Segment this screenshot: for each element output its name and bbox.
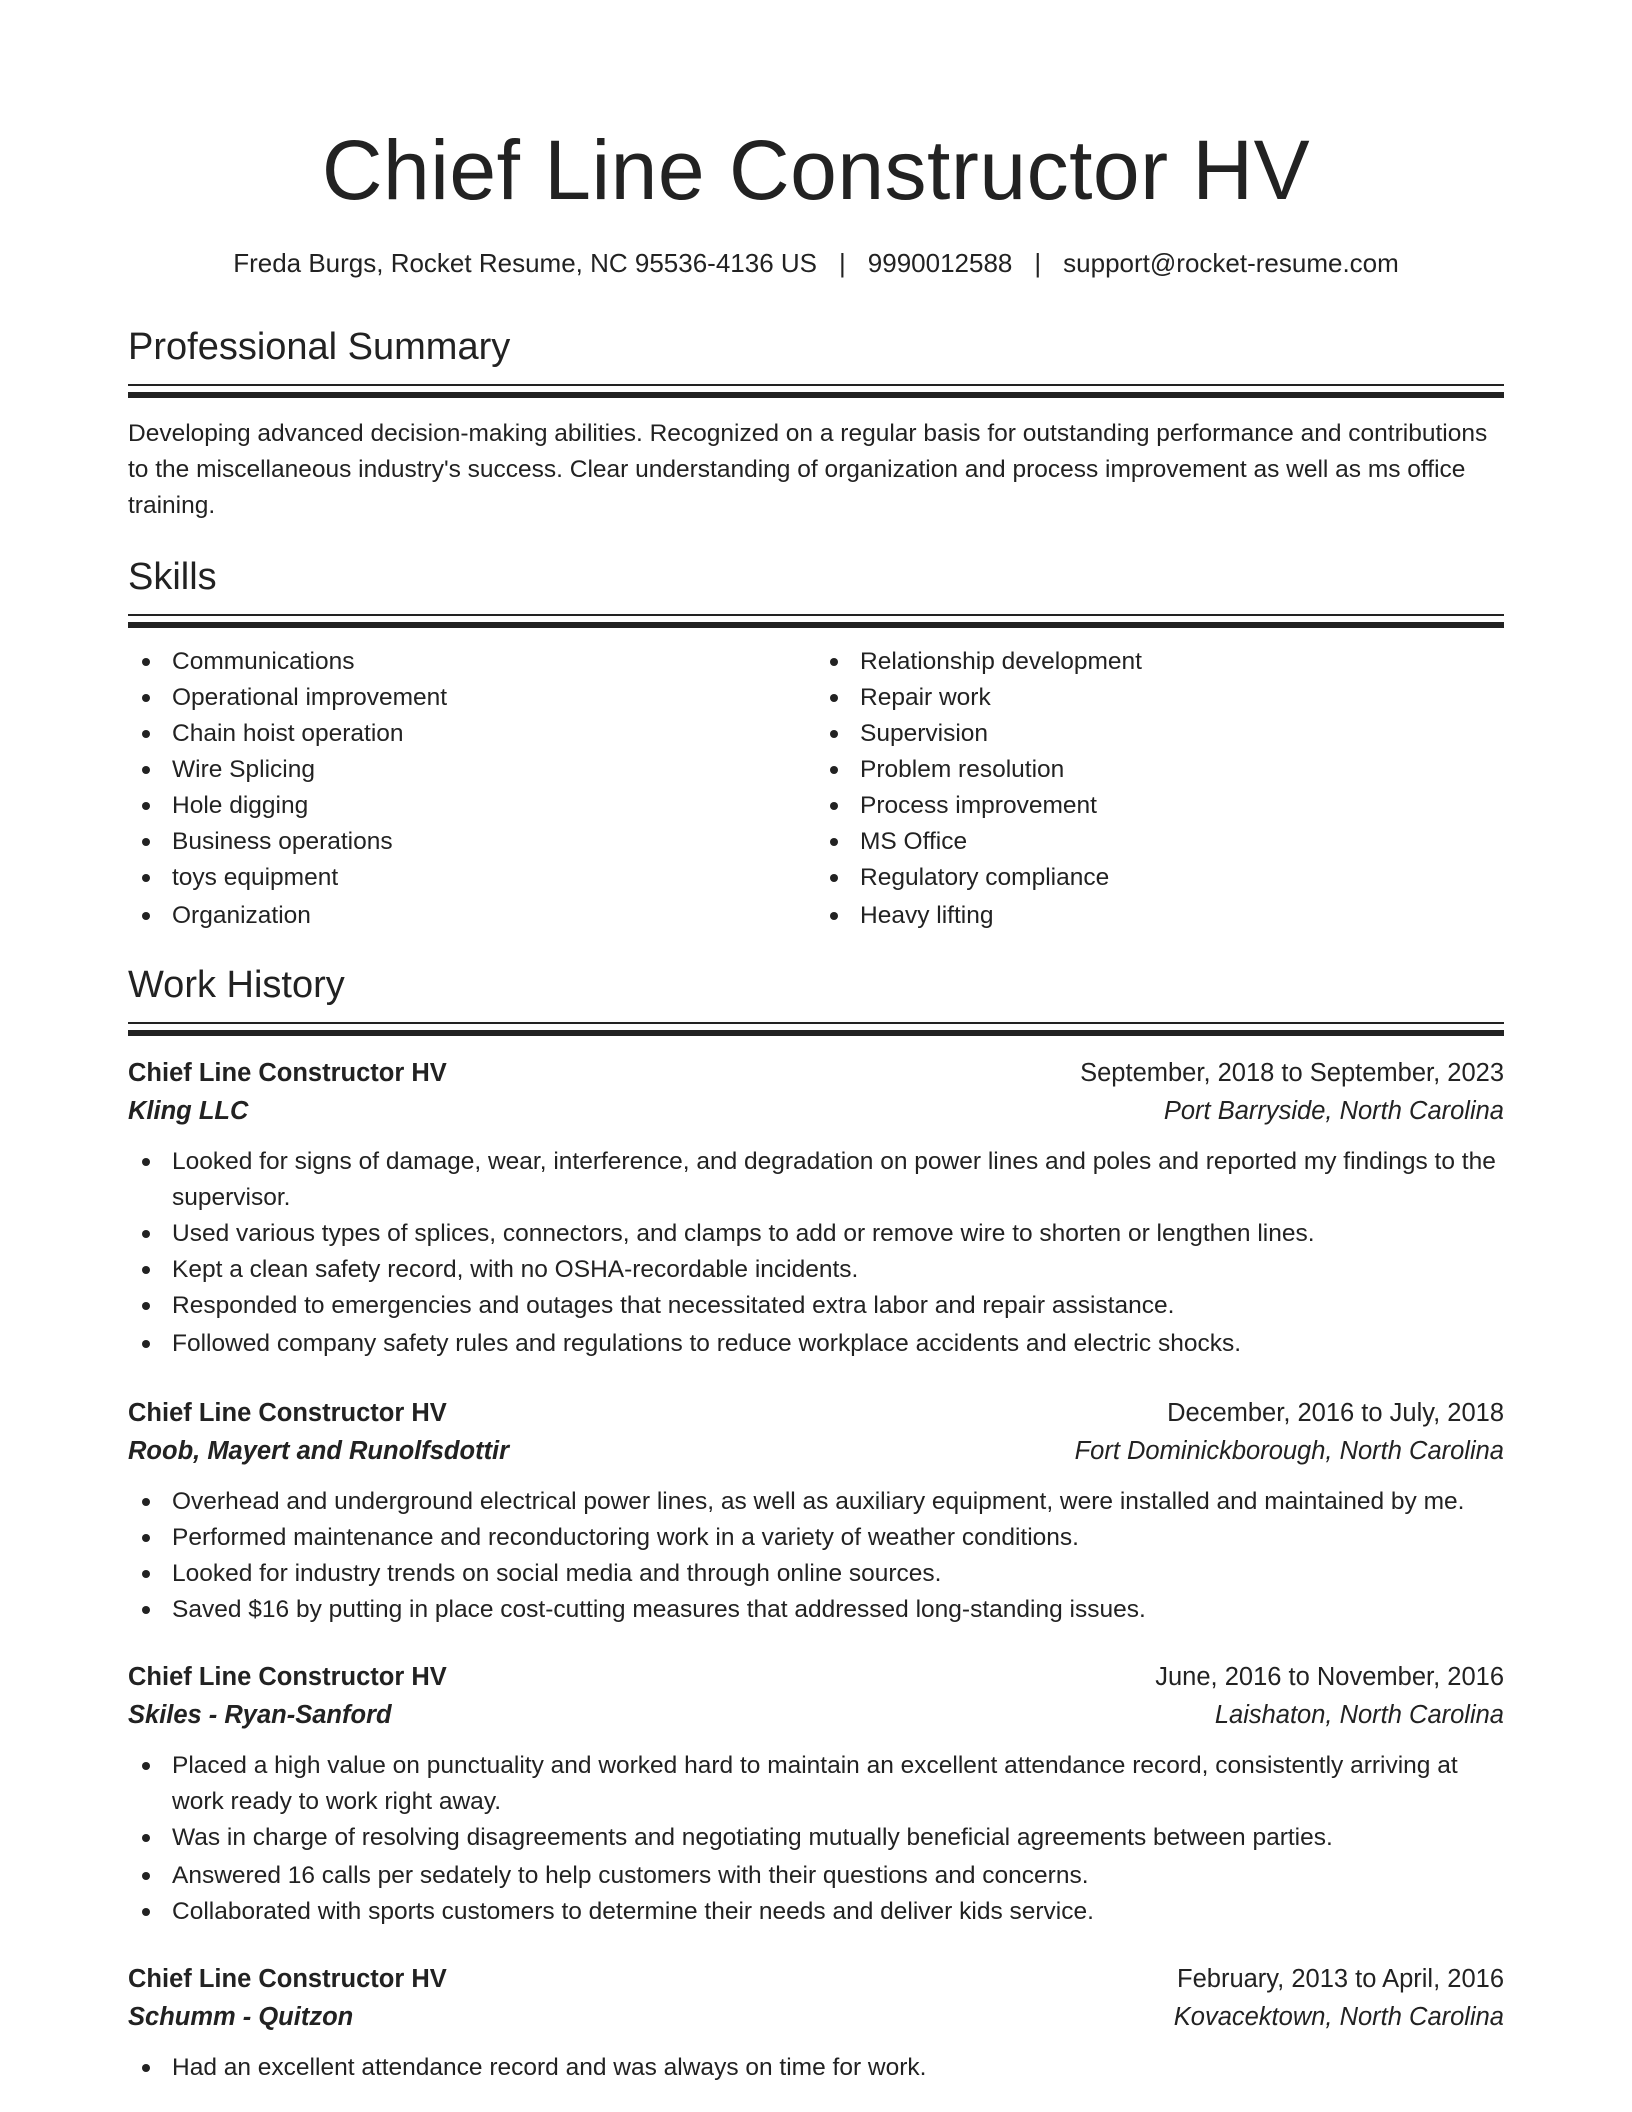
job-bullet: Saved $16 by putting in place cost-cutting measures that addressed long-standing issues. — [128, 1592, 1504, 1628]
job-entry — [128, 1394, 1504, 1628]
contact-phone: 9990012588 — [867, 248, 1013, 278]
skill-item: Wire Splicing — [128, 752, 816, 788]
contact-separator: | — [1034, 248, 1042, 278]
skill-item: Operational improvement — [128, 680, 816, 716]
skill-item: Chain hoist operation — [128, 716, 816, 752]
skills-column-right — [816, 644, 1504, 934]
job-dates: February, 2013 to April, 2016 — [1177, 1965, 1504, 1993]
resume-title: Chief Line Constructor HV — [321, 123, 1311, 217]
job-title: Chief Line Constructor HV — [128, 1399, 447, 1427]
job-bullet: Answered 16 calls per sedately to help customers with their questions and concerns. — [128, 1858, 1504, 1894]
job-bullet: Collaborated with sports customers to determine their needs and deliver kids service. — [128, 1894, 1504, 1930]
skill-item: toys equipment — [128, 860, 816, 896]
job-bullet: Followed company safety rules and regulations to reduce workplace accidents and electric shocks. — [128, 1326, 1504, 1362]
section-divider — [128, 1022, 1504, 1036]
job-title: Chief Line Constructor HV — [128, 1965, 447, 1993]
skills-heading: Skills — [128, 556, 217, 598]
job-entry — [128, 1658, 1504, 1930]
job-entry — [128, 1054, 1504, 1362]
job-title: Chief Line Constructor HV — [128, 1059, 447, 1087]
job-bullet: Used various types of splices, connectors, and clamps to add or remove wire to shorten or lengthen lines. — [128, 1216, 1504, 1252]
summary-text: Developing advanced decision-making abilities. Recognized on a regular basis for outstanding performance and contributions to the miscellaneous industry's success. Clear understanding of organization and process improvement as well as ms office training. — [128, 420, 1488, 519]
job-bullet: Looked for industry trends on social media and through online sources. — [128, 1556, 1504, 1592]
skill-item: Process improvement — [816, 788, 1504, 824]
job-bullet: Had an excellent attendance record and was always on time for work. — [128, 2050, 1504, 2086]
job-bullets — [128, 2050, 1504, 2086]
job-bullet: Placed a high value on punctuality and worked hard to maintain an excellent attendance record, consistently arriving at work ready to work right away. — [128, 1748, 1504, 1820]
job-bullet: Performed maintenance and reconductoring work in a variety of weather conditions. — [128, 1520, 1504, 1556]
job-bullet: Kept a clean safety record, with no OSHA-recordable incidents. — [128, 1252, 1504, 1288]
skills-list — [128, 644, 1504, 934]
job-bullet: Responded to emergencies and outages that necessitated extra labor and repair assistance. — [128, 1288, 1504, 1324]
contact-separator: | — [839, 248, 846, 278]
job-location: Port Barryside, North Carolina — [1163, 1097, 1504, 1125]
section-divider — [128, 614, 1504, 628]
job-company: Roob, Mayert and Runolfsdottir — [128, 1437, 510, 1465]
skill-item: MS Office — [816, 824, 1504, 860]
job-entry — [128, 1960, 1504, 2086]
job-bullet: Was in charge of resolving disagreements and negotiating mutually beneficial agreements between parties. — [128, 1820, 1504, 1856]
job-dates: June, 2016 to November, 2016 — [1155, 1663, 1504, 1691]
contact-address: Freda Burgs, Rocket Resume, NC 95536-4136 US — [233, 248, 818, 278]
job-dates: September, 2018 to September, 2023 — [1080, 1059, 1504, 1087]
skill-item: Regulatory compliance — [816, 860, 1504, 896]
job-bullet: Looked for signs of damage, wear, interference, and degradation on power lines and poles and reported my findings to the supervisor. — [128, 1144, 1504, 1216]
skill-item: Heavy lifting — [816, 898, 1504, 934]
job-company: Kling LLC — [128, 1097, 249, 1125]
job-bullets — [128, 1748, 1504, 1930]
job-location: Laishaton, North Carolina — [1214, 1701, 1504, 1729]
contact-line — [128, 246, 1504, 280]
skill-item: Relationship development — [816, 644, 1504, 680]
job-location: Fort Dominickborough, North Carolina — [1074, 1437, 1504, 1465]
skill-item: Organization — [128, 898, 816, 934]
job-bullets — [128, 1484, 1504, 1628]
job-dates: December, 2016 to July, 2018 — [1167, 1399, 1504, 1427]
job-company: Schumm - Quitzon — [128, 2003, 354, 2031]
job-bullet: Overhead and underground electrical power lines, as well as auxiliary equipment, were installed and maintained by me. — [128, 1484, 1504, 1520]
job-company: Skiles - Ryan-Sanford — [128, 1701, 392, 1729]
job-bullets — [128, 1144, 1504, 1362]
skill-item: Business operations — [128, 824, 816, 860]
section-divider — [128, 384, 1504, 398]
skill-item: Communications — [128, 644, 816, 680]
summary-heading: Professional Summary — [128, 326, 511, 368]
skill-item: Problem resolution — [816, 752, 1504, 788]
job-location: Kovacektown, North Carolina — [1173, 2003, 1504, 2031]
skill-item: Hole digging — [128, 788, 816, 824]
skills-column-left — [128, 644, 816, 934]
skill-item: Repair work — [816, 680, 1504, 716]
work-history-heading: Work History — [128, 964, 345, 1006]
skill-item: Supervision — [816, 716, 1504, 752]
contact-email: support@rocket-resume.com — [1063, 248, 1399, 278]
job-title: Chief Line Constructor HV — [128, 1663, 447, 1691]
